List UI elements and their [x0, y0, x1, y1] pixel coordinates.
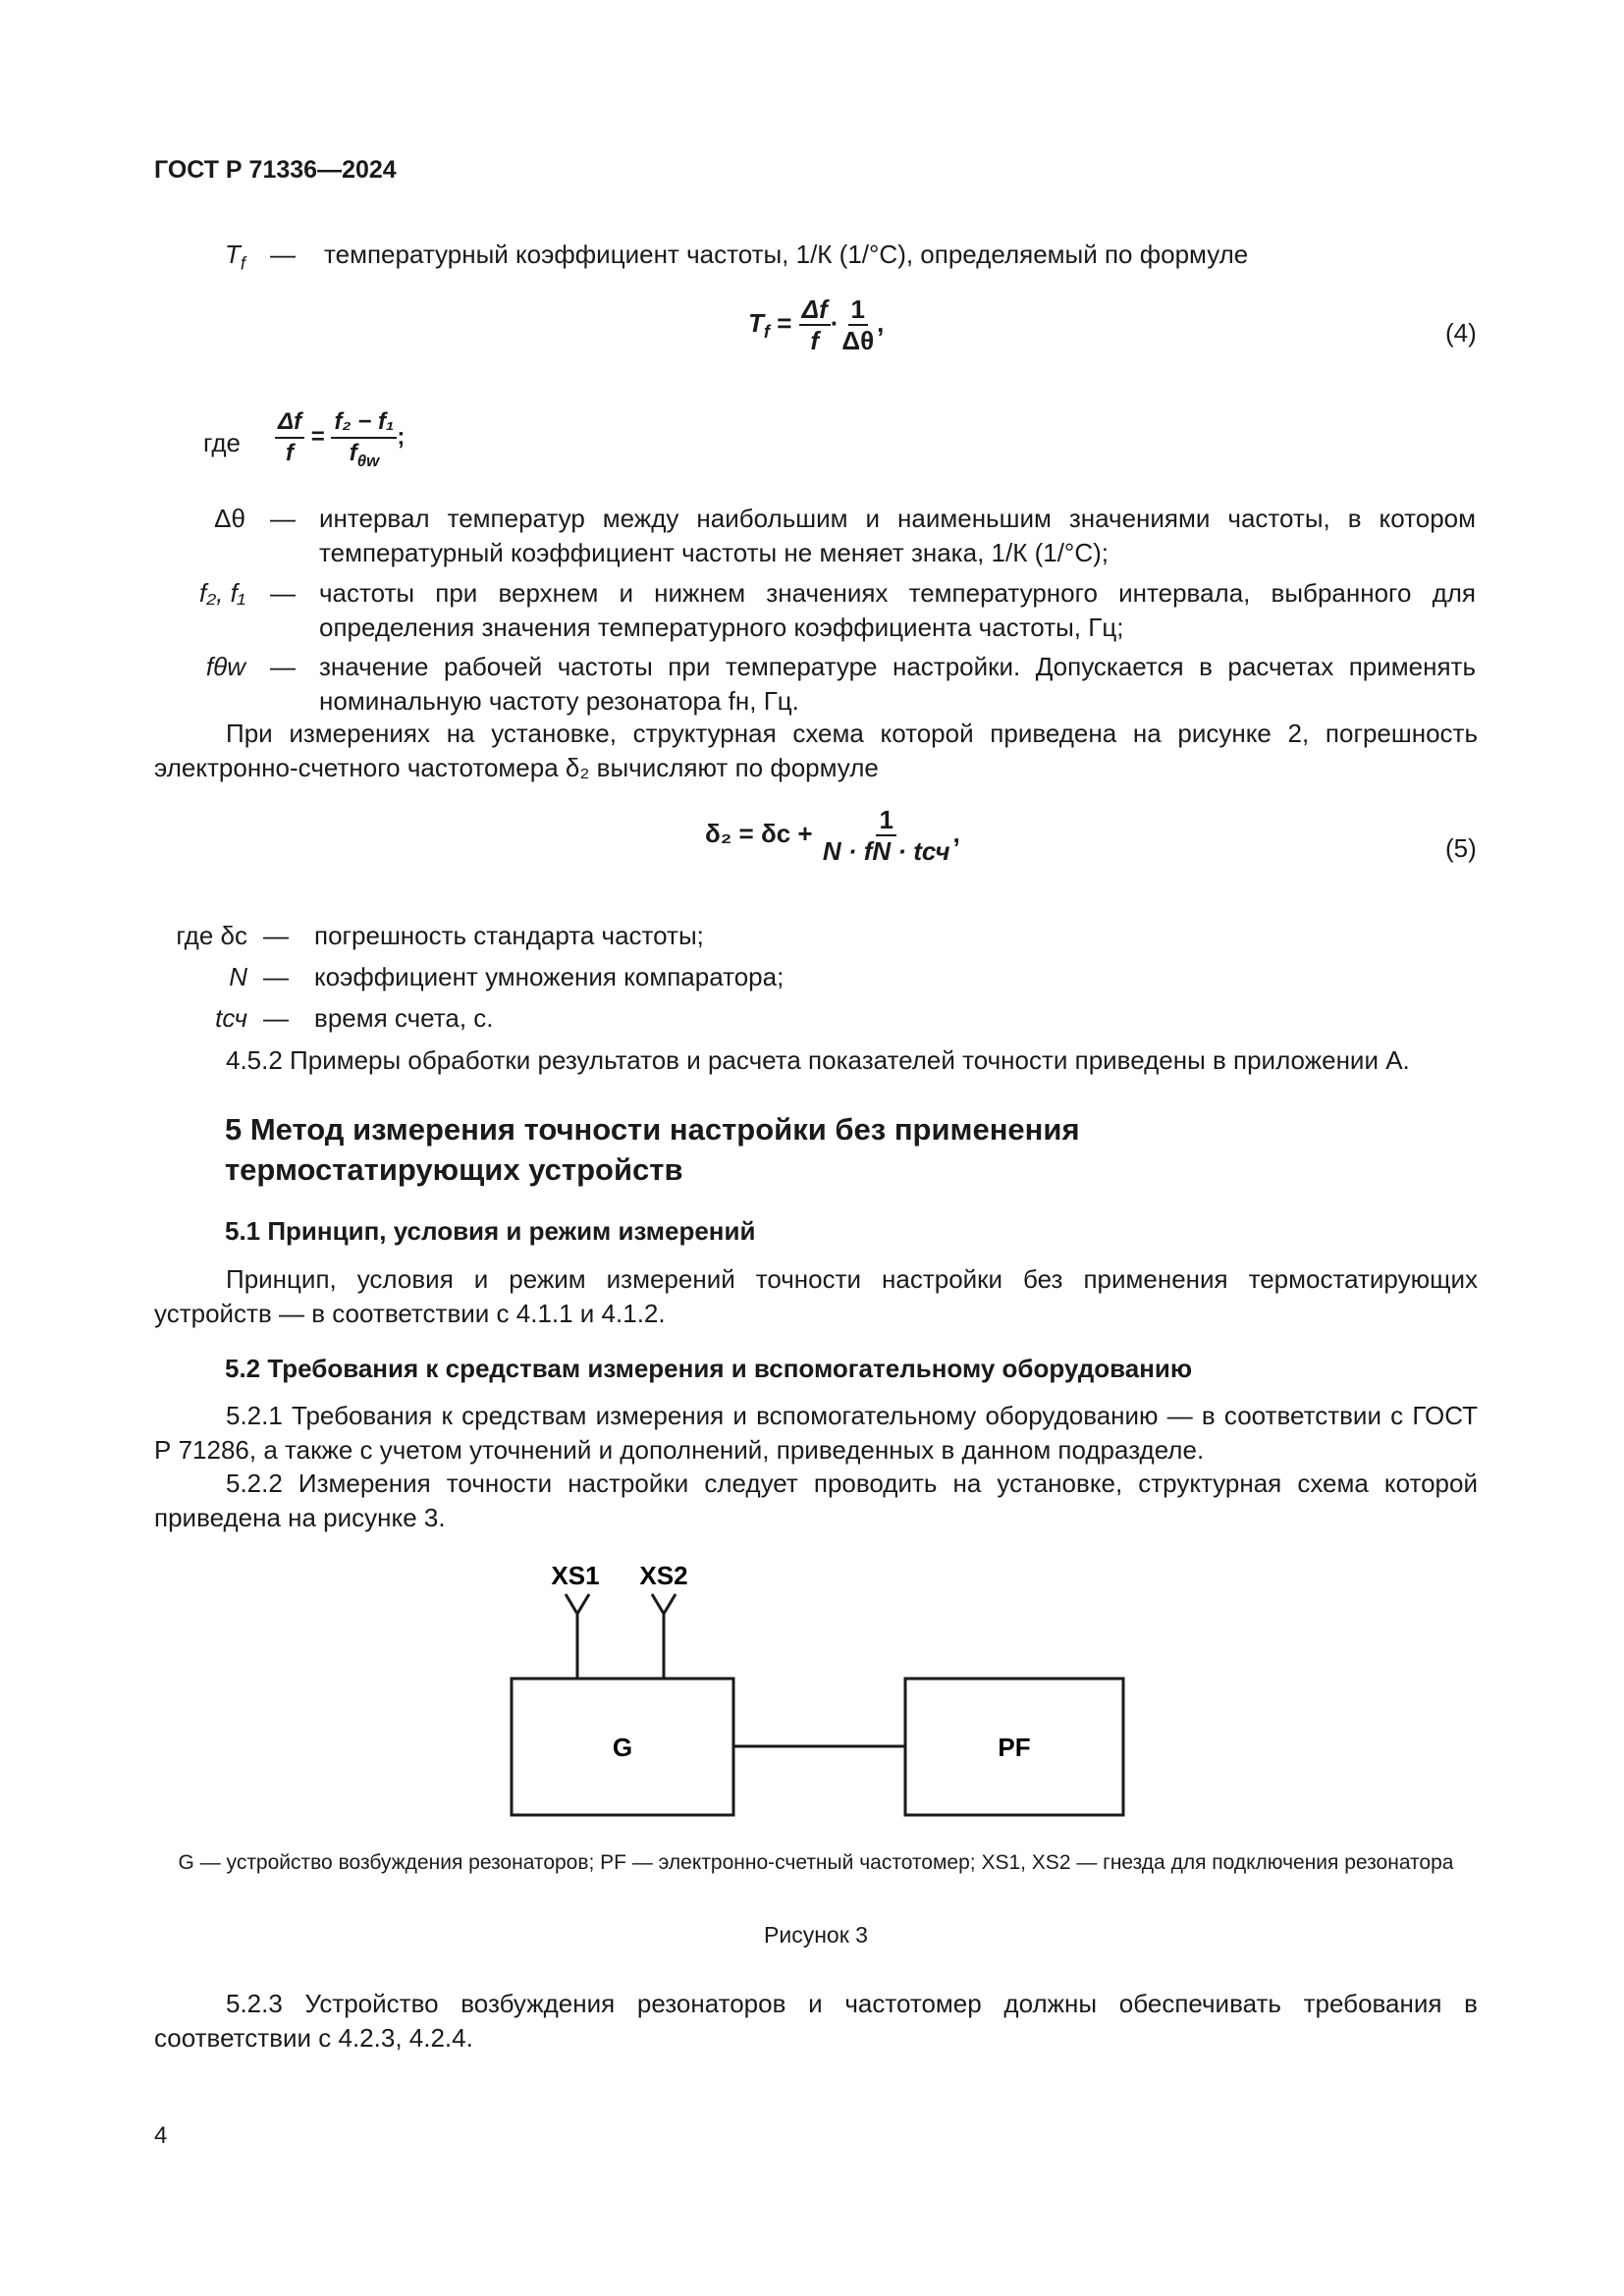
figure-3-title: Рисунок 3	[764, 1922, 868, 1948]
pf-label: PF	[998, 1733, 1031, 1762]
page-number: 4	[154, 2122, 168, 2149]
heading-5-1: 5.1 Принцип, условия и режим измерений	[225, 1216, 756, 1246]
where-word-1: где	[203, 428, 241, 457]
xs2-socket-right	[664, 1594, 676, 1614]
xs2-label: XS2	[639, 1561, 688, 1590]
formula-delta-f: $\frac{\Delta f}{f}$ = $\frac{\text{f₂ − f₁}}{f_{\theta w}}$ ;	[275, 407, 405, 468]
para-5-2-3: 5.2.3 Устройство возбуждения резонаторов и частотомер должны обеспечивать требования в соответствии с 4.2.3, 4.2.4.	[154, 1989, 1478, 2053]
g-label: G	[612, 1733, 633, 1762]
figure-3-caption: G — устройство возбуждения резонаторов; PF — электронно-счетный частотомер; XS1, XS2 — гнезда для подключения резонатора	[178, 1851, 1454, 1874]
tf-dash: —	[270, 240, 296, 269]
xs1-socket-left	[566, 1594, 577, 1614]
para-measure: При измерениях на установке, структурная схема которой приведена на рисунке 2, погрешность электронно-счетного частотомера δ₂ вычисляют по формуле	[154, 719, 1478, 782]
para-4-5-2: 4.5.2 Примеры обработки результатов и расчета показателей точности приведены в приложении А.	[226, 1045, 1410, 1075]
para-5-2-2: 5.2.2 Измерения точности настройки следует проводить на установке, структурная схема которой приведена на рисунке 3.	[154, 1468, 1478, 1532]
formula-5-number: (5)	[1445, 833, 1477, 863]
para-5-1: Принцип, условия и режим измерений точности настройки без применения термостатирующих устройств — в соответствии с 4.1.1 и 4.1.2.	[154, 1264, 1478, 1328]
heading-5-2: 5.2 Требования к средствам измерения и вспомогательному оборудованию	[225, 1354, 1193, 1383]
document-header: ГОСТ Р 71336—2024	[154, 156, 397, 184]
section-5-title: 5 Метод измерения точности настройки без применения термостатирующих устройств	[225, 1112, 1080, 1187]
xs1-label: XS1	[551, 1561, 600, 1590]
figure-3-diagram	[491, 1551, 1159, 1826]
tf-symbol: $T_f$	[225, 240, 245, 274]
tf-definition: температурный коэффициент частоты, 1/К (1/°С), определяемый по формуле	[324, 240, 1249, 269]
xs2-socket-left	[652, 1594, 664, 1614]
formula-4: $T_f$ = $\frac{\Delta f}{f}$ · $\frac{1}{\Delta\theta}$ ,	[748, 294, 885, 355]
para-5-2-1: 5.2.1 Требования к средствам измерения и вспомогательному оборудованию — в соответствии с ГОСТ Р 71286, а также с учетом уточнений и дополнений, приведенных в данном подразделе.	[154, 1401, 1478, 1465]
formula-4-number: (4)	[1445, 318, 1477, 347]
xs1-socket-right	[577, 1594, 589, 1614]
document-page: ГОСТ Р 71336—2024 $T_f$ — температурный коэффициент частоты, 1/К (1/°С), определяемый по формуле $T_f$ = $\frac{\Delta f}{f}$ · $\frac{1}{\Delta\theta}$ , (4) где $\frac{\Delta f}{f}$ = $\frac{\text{f₂ − f₁}}{f_{\theta w}}$ ; Δθ — интервал температур между наибольшим и наименьшим значениями частоты, в котором температурный коэффициент частоты не меняет знака, 1/К (1/°С); f₂, f₁ — частоты при верхнем и нижнем значениях температурного интервала, выбранного для определения значения температурного коэффициента частоты, Гц; fθw — значение рабочей частоты при температуре настройки. Допускается в расчетах применять номинальную частоту резонатора fн, Гц. При измерениях на установке, структурная схема которой приведена на рисунке 2, погрешность электронно-счетного частотомера δ₂ вычисляют по формуле δ₂ = δс + $\frac{1}{\text{N · fN · tсч}}$ , (5) где δс — погрешность стандарта частоты; N — коэффициент умножения компаратора; tсч — время счета, с. 4.5.2 Примеры обработки результатов и расчета показателей точности приведены в приложении А. 5 Метод измерения точности настройки без применения термостатирующих устройств 5.1 Принцип, условия и режим измерений Принцип, условия и режим измерений точности настройки без применения термостатирующих устройств — в соответствии с 4.1.1 и 4.1.2. 5.2 Требования к средствам измерения и вспомогательному оборудованию 5.2.1 Требования к средствам измерения и вспомогательному оборудованию — в соответствии с ГОСТ Р 71286, а также с учетом уточнений и дополнений, приведенных в данном подразделе. 5.2.2 Измерения точности настройки следует проводить на установке, структурная схема которой приведена на рисунке 3. XS1 XS2 G PF G — устройство возбуждения резонаторов; PF — электронно-счетный частотомер; XS1, XS2 — гнезда для подключения резонатора Рисунок 3 5.2.3 Устройство возбуждения резонаторов и частотомер должны обеспечивать требования в соответствии с 4.2.3, 4.2.4. 4	[0, 0, 1624, 2296]
formula-5: δ₂ = δс + $\frac{1}{\text{N · fN · tсч}}$ ,	[705, 805, 960, 866]
